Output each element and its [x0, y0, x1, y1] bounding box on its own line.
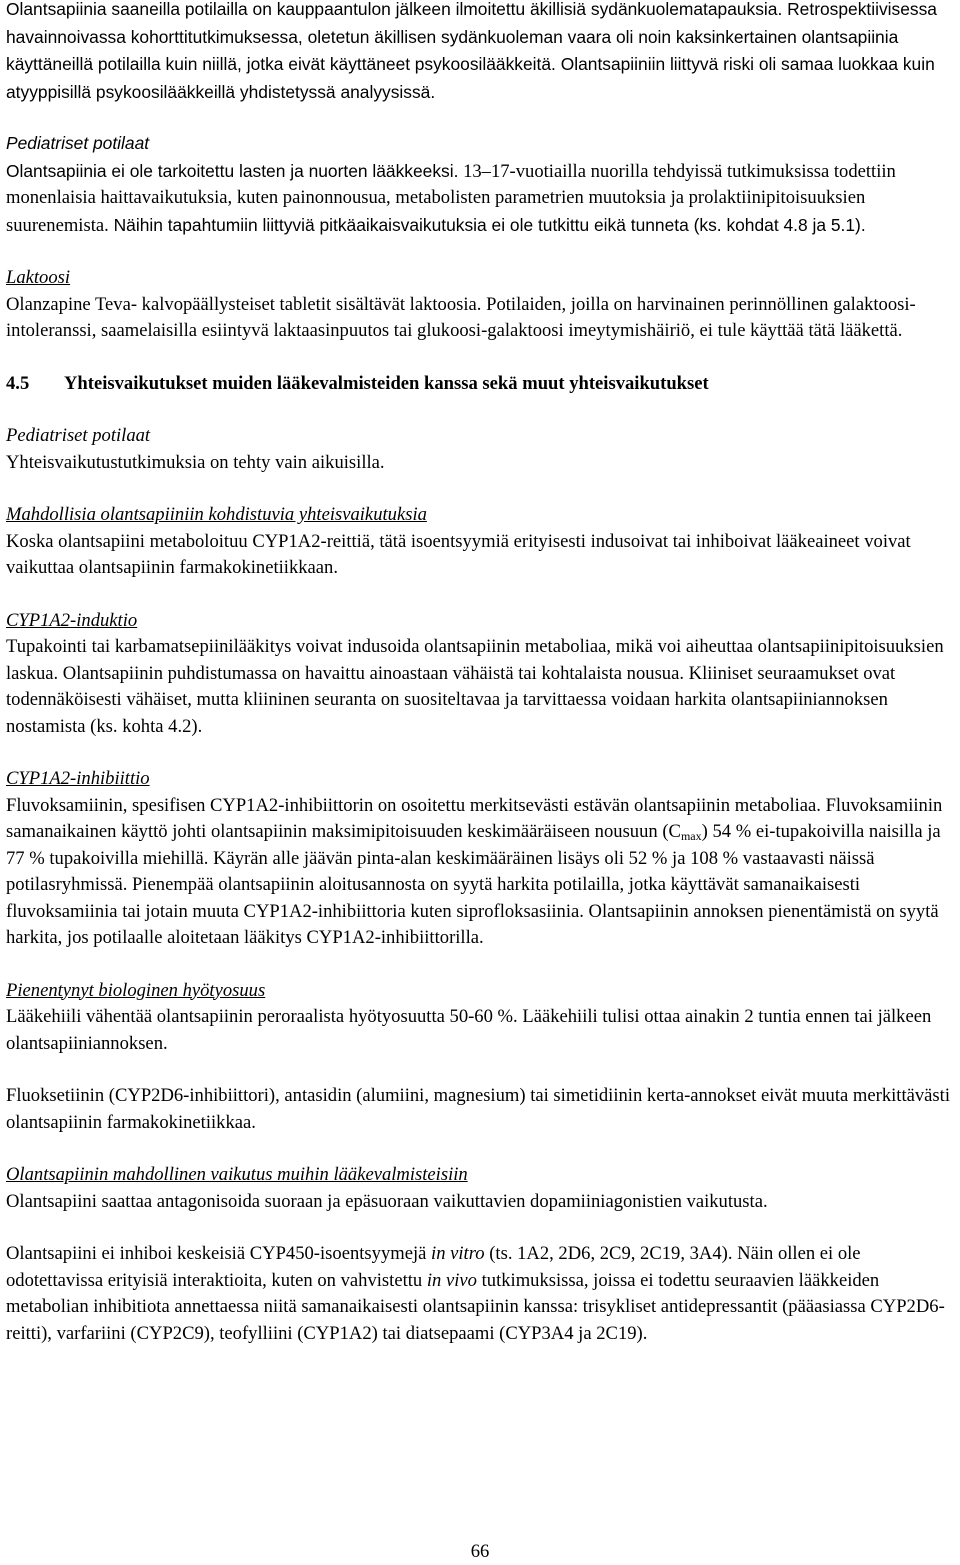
intro-text-cont: psykoosilääkkeitä. — [414, 54, 556, 74]
inhibition-paragraph: Fluvoksamiinin, spesifisen CYP1A2-inhibiittorin on osoitettu merkitsevästi estävän olantsapiinin metaboliaa. Fluvoksamiinin samanaikainen käyttö johti olantsapiinin maksimipitoisuuden keskimääräiseen nousuun $(C_{max})$ 54 % ei-tupakoivilla naisilla ja 77 % tupakoivilla miehillä. Käyrän alle jäävän pinta-alan keskimääräinen lisäys oli 52 % ja 108 % vastaavasti näissä potilasryhmissä. Pienempää olantsapiinin aloitusannosta on syytä harkita potilailla, jotka käyttävät samanaikaisesti fluvoksamiinia tai jotain muuta CYP1A2-inhibiittoria kuten siprofloksasiinia. Olantsapiinin annoksen pienentämistä on syytä harkita, jos potilaalle aloitetaan lääkitys CYP1A2-inhibiittorilla. — [6, 794, 943, 948]
pediatric-heading-2: Pediatriset potilaat — [6, 425, 151, 446]
bioavailability-heading: Pienentynyt biologinen hyötyosuus — [6, 979, 266, 1001]
effect-heading: Olantsapiinin mahdollinen vaikutus muihin lääkevalmisteisiin — [6, 1164, 468, 1185]
pediatric-paragraph-2: Yhteisvaikutustutkimuksia on tehty vain aikuisilla. — [6, 451, 385, 473]
induction-heading: CYP1A2-induktio — [6, 609, 138, 631]
lactose-paragraph: Olanzapine Teva- kalvopäällysteiset tabletit sisältävät laktoosia. Potilaiden, joilla on harvinainen perinnöllinen galaktoosi-intoleranssi, saamelaisilla esiintyvä laktaasinpuutos tai glukoosi-galaktoosi imeytymishäiriö, ei tule käyttää tätä lääkettä. — [6, 293, 916, 341]
lactose-heading: Laktoosi — [6, 267, 71, 288]
section-title: Yhteisvaikutukset muiden lääkevalmisteiden kanssa sekä muut yhteisvaikutukset — [64, 372, 709, 394]
bioavailability-paragraph: Lääkehiili vähentää olantsapiinin peroraalista hyötyosuutta 50-60 %. Lääkehiili tulisi ottaa ainakin 2 tuntia ennen tai jälkeen olantsapiiniannoksen. — [6, 1006, 932, 1054]
possible-interactions-heading: Mahdollisia olantsapiiniin kohdistuvia yhteisvaikutuksia — [6, 504, 427, 525]
intro-paragraph — [6, 0, 954, 106]
pediatric-heading-1: Pediatriset potilaat — [6, 133, 150, 153]
possible-interactions-paragraph: Koska olantsapiini metaboloituu CYP1A2-reittiä, tätä isoentsyymiä erityisesti indusoivat tai inhiboivat lääkeaineet voivat vaikuttaa olantsapiinin farmakokinetiikkaan. — [6, 530, 911, 578]
document-page — [6, 0, 954, 1347]
pediatric-paragraph-1: Olantsapiinia ei ole tarkoitettu lasten ja nuorten lääkkeeksi. 13–17-vuotiailla nuorilla tehdyissä tutkimuksissa todettiin monenlaisia haittavaikutuksia, kuten painonnousua, metabolisten parametrien muutoksia ja prolaktiinipitoisuuksien suurenemista. Näihin tapahtumiin liittyviä pitkäaikaisvaikutuksia ei ole tutkittu eikä tunneta (ks. kohdat 4.8 ja 5.1). — [6, 160, 896, 236]
section-number: 4.5 — [6, 372, 30, 394]
page-number: 66 — [470, 1541, 490, 1562]
effect-paragraph: Olantsapiini saattaa antagonisoida suoraan ja epäsuoraan vaikuttavien dopamiiniagonistien vaikutusta. — [6, 1190, 768, 1212]
section-heading — [6, 371, 954, 398]
intro-text: Olantsapiinia saaneilla potilailla on kauppaantulon jälkeen ilmoitettu äkillisiä sydänkuolematapauksia. Retrospektiivisessa havainnoivassa kohorttitutkimuksessa, oletetun äkillisen sydänkuoleman vaara oli noin kaksinkertainen olantsapiinia käyttäneillä potilailla kuin niillä, jotka eivät käyttäneet — [6, 0, 937, 74]
cyp450-paragraph: Olantsapiini ei inhiboi keskeisiä CYP450-isoentsyymejä in vitro (ts. 1A2, 2D6, 2C9, 2C19, 3A4). Näin ollen ei ole odotettavissa erityisiä interaktioita, kuten on vahvistettu in vivo tutkimuksissa, joissa ei todettu seuraavien lääkkeiden metabolian inhibitiota annettaessa niitä samanaikaisesti olantsapiinin kanssa: trisykliset antidepressantit (pääasiassa CYP2D6-reitti), varfariini (CYP2C9), teofylliini (CYP1A2) tai diatsepaami (CYP3A4 ja 2C19). — [6, 1243, 945, 1344]
induction-paragraph: Tupakointi tai karbamatsepiinilääkitys voivat indusoida olantsapiinin metaboliaa, mikä voi aiheuttaa olantsapiinipitoisuuksien laskua. Olantsapiinin puhdistumassa on havaittu ainoastaan vähäistä tai kohtalaista nousua. Kliiniset seuraamukset ovat todennäköisesti vähäiset, mutta kliininen seuranta on suositeltavaa ja tarvittaessa voidaan harkita olantsapiiniannoksen nostamista (ks. kohta 4.2). — [6, 636, 944, 737]
fluoxetine-paragraph: Fluoksetiinin (CYP2D6-inhibiittori), antasidin (alumiini, magnesium) tai simetidiinin kerta-annokset eivät muuta merkittävästi olantsapiinin farmakokinetiikkaa. — [6, 1085, 950, 1133]
cmax-subscript: max — [680, 829, 702, 843]
inhibition-heading: CYP1A2-inhibiittio — [6, 768, 150, 789]
intro-text-tail: Olantsapiiniin liittyvä riski oli samaa luokkaa kuin atyyppisillä psykoosilääkkeillä yhdistetyssä analyysissä. — [6, 54, 935, 102]
